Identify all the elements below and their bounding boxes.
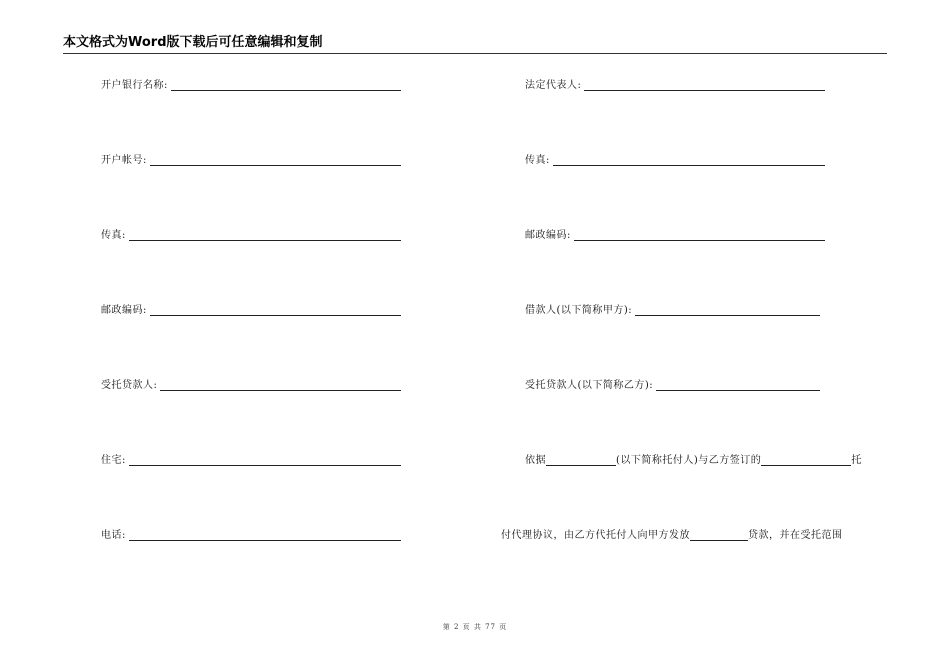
left-field-trustee-lender [101, 378, 401, 392]
field-label: 住宅: [101, 455, 126, 466]
fill-in-blank[interactable] [546, 464, 616, 466]
fill-in-blank[interactable] [553, 164, 825, 166]
field-label: 传真: [101, 230, 126, 241]
fill-in-blank[interactable] [150, 164, 401, 166]
fill-in-blank[interactable] [129, 239, 401, 241]
left-field-postal-code [101, 303, 401, 317]
left-field-residence [101, 453, 401, 467]
fill-in-blank[interactable] [635, 314, 820, 316]
fill-in-blank[interactable] [574, 239, 825, 241]
fill-in-blank[interactable] [690, 539, 748, 541]
left-field-phone [101, 528, 401, 542]
page-footer [0, 622, 950, 632]
fill-in-blank[interactable] [584, 89, 825, 91]
paragraph-text: 付代理协议，由乙方代托付人向甲方发放 [501, 530, 690, 541]
right-field-postal-code [525, 228, 825, 242]
paragraph-text: 托 [851, 455, 862, 466]
paragraph-line-2 [501, 528, 843, 542]
field-label: 传真: [525, 155, 550, 166]
paragraph-line-1 [525, 453, 862, 467]
left-field-account-number [101, 153, 401, 167]
left-field-bank-name [101, 78, 401, 92]
right-field-legal-representative [525, 78, 825, 92]
field-label: 受托贷款人(以下简称乙方): [525, 380, 654, 391]
paragraph-text: 依据 [525, 455, 546, 466]
field-label: 受托贷款人: [101, 380, 158, 391]
field-label: 邮政编码: [101, 305, 147, 316]
field-label: 法定代表人: [525, 80, 582, 91]
fill-in-blank[interactable] [150, 314, 401, 316]
paragraph-text: (以下简称托付人)与乙方签订的 [616, 455, 762, 466]
fill-in-blank[interactable] [656, 389, 820, 391]
header-title: 本文格式为Word版下载后可任意编辑和复制 [63, 35, 323, 50]
fill-in-blank[interactable] [129, 464, 401, 466]
page-header [63, 35, 887, 54]
field-label: 电话: [101, 530, 126, 541]
right-field-trustee-lender [525, 378, 820, 392]
page-number: 第 2 页 共 77 页 [442, 623, 508, 631]
fill-in-blank[interactable] [761, 464, 851, 466]
right-field-fax [525, 153, 825, 167]
paragraph-text: 贷款，并在受托范围 [748, 530, 843, 541]
left-field-fax [101, 228, 401, 242]
field-label: 邮政编码: [525, 230, 571, 241]
fill-in-blank[interactable] [171, 89, 401, 91]
field-label: 开户银行名称: [101, 80, 168, 91]
field-label: 开户帐号: [101, 155, 147, 166]
right-field-borrower [525, 303, 820, 317]
field-label: 借款人(以下简称甲方): [525, 305, 633, 316]
fill-in-blank[interactable] [160, 389, 401, 391]
fill-in-blank[interactable] [129, 539, 401, 541]
